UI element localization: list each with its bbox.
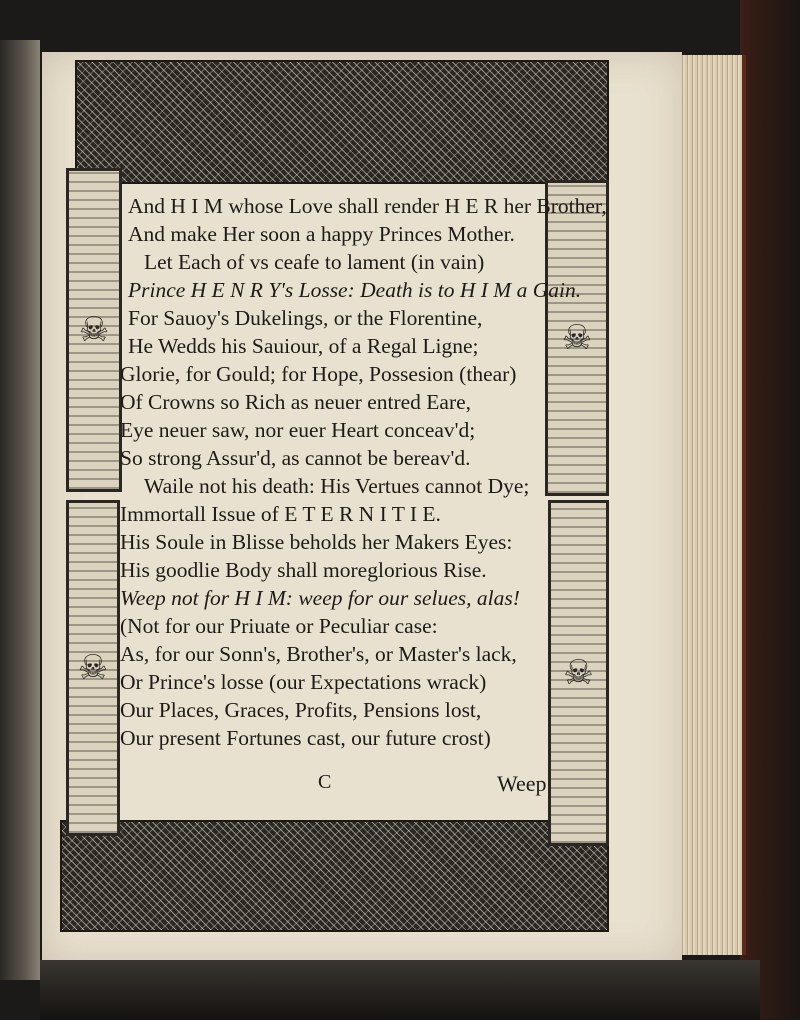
skeleton-icon: ☠: [78, 310, 110, 350]
skeleton-icon: ☠: [77, 648, 109, 688]
verse-line: For Sauoy's Dukelings, or the Florentine,: [128, 306, 483, 330]
catchword: Weep: [497, 771, 547, 796]
verse-line: Weep not for H I M: weep for our selues, alas!: [120, 586, 520, 610]
verse-line: His goodlie Body shall moreglorious Rise.: [120, 558, 487, 582]
verse-line: Our present Fortunes cast, our future crost): [120, 726, 491, 750]
verse-line: Prince H E N R Y's Losse: Death is to H I M a Gain.: [128, 278, 582, 302]
verse-line: Waile not his death: His Vertues cannot Dye;: [144, 474, 530, 498]
skeleton-icon: ☠: [563, 653, 594, 693]
verse-line: And make Her soon a happy Princes Mother.: [128, 222, 515, 246]
verse-line: Our Places, Graces, Profits, Pensions lost,: [120, 698, 482, 722]
verse-line: Let Each of vs ceafe to lament (in vain): [144, 250, 485, 274]
verse-line: So strong Assur'd, as cannot be bereav'd.: [120, 446, 471, 470]
left-border-upper: [66, 168, 122, 492]
left-border-lower: [66, 500, 120, 836]
bottom-woodcut-border: [60, 820, 609, 932]
verse-line: Glorie, for Gould; for Hope, Possesion (thear): [120, 362, 517, 386]
verse-line: Eye neuer saw, nor euer Heart conceav'd;: [120, 418, 476, 442]
verse-line: As, for our Sonn's, Brother's, or Master's lack,: [120, 642, 517, 666]
verse-line: Of Crowns so Rich as neuer entred Eare,: [120, 390, 472, 414]
hanging-figure-icon: ☠: [561, 318, 593, 358]
book-background-left: [0, 40, 40, 980]
verse-line: And H I M whose Love shall render H E R her Brother,: [128, 194, 607, 218]
book-bottom-shadow: [40, 960, 760, 1020]
top-woodcut-border: [75, 60, 609, 184]
signature-mark: C: [318, 771, 332, 793]
verse-line: Immortall Issue of E T E R N I T I E.: [120, 502, 441, 526]
verse-line: Or Prince's losse (our Expectations wrack): [120, 670, 487, 694]
right-border-upper: [545, 180, 609, 496]
verse-line: He Wedds his Sauiour, of a Regal Ligne;: [128, 334, 479, 358]
verse-line: (Not for our Priuate or Peculiar case:: [120, 614, 438, 638]
book-background-right: [740, 0, 800, 1019]
right-border-lower: [548, 500, 609, 846]
verse-line: His Soule in Blisse beholds her Makers Eyes:: [120, 530, 513, 554]
